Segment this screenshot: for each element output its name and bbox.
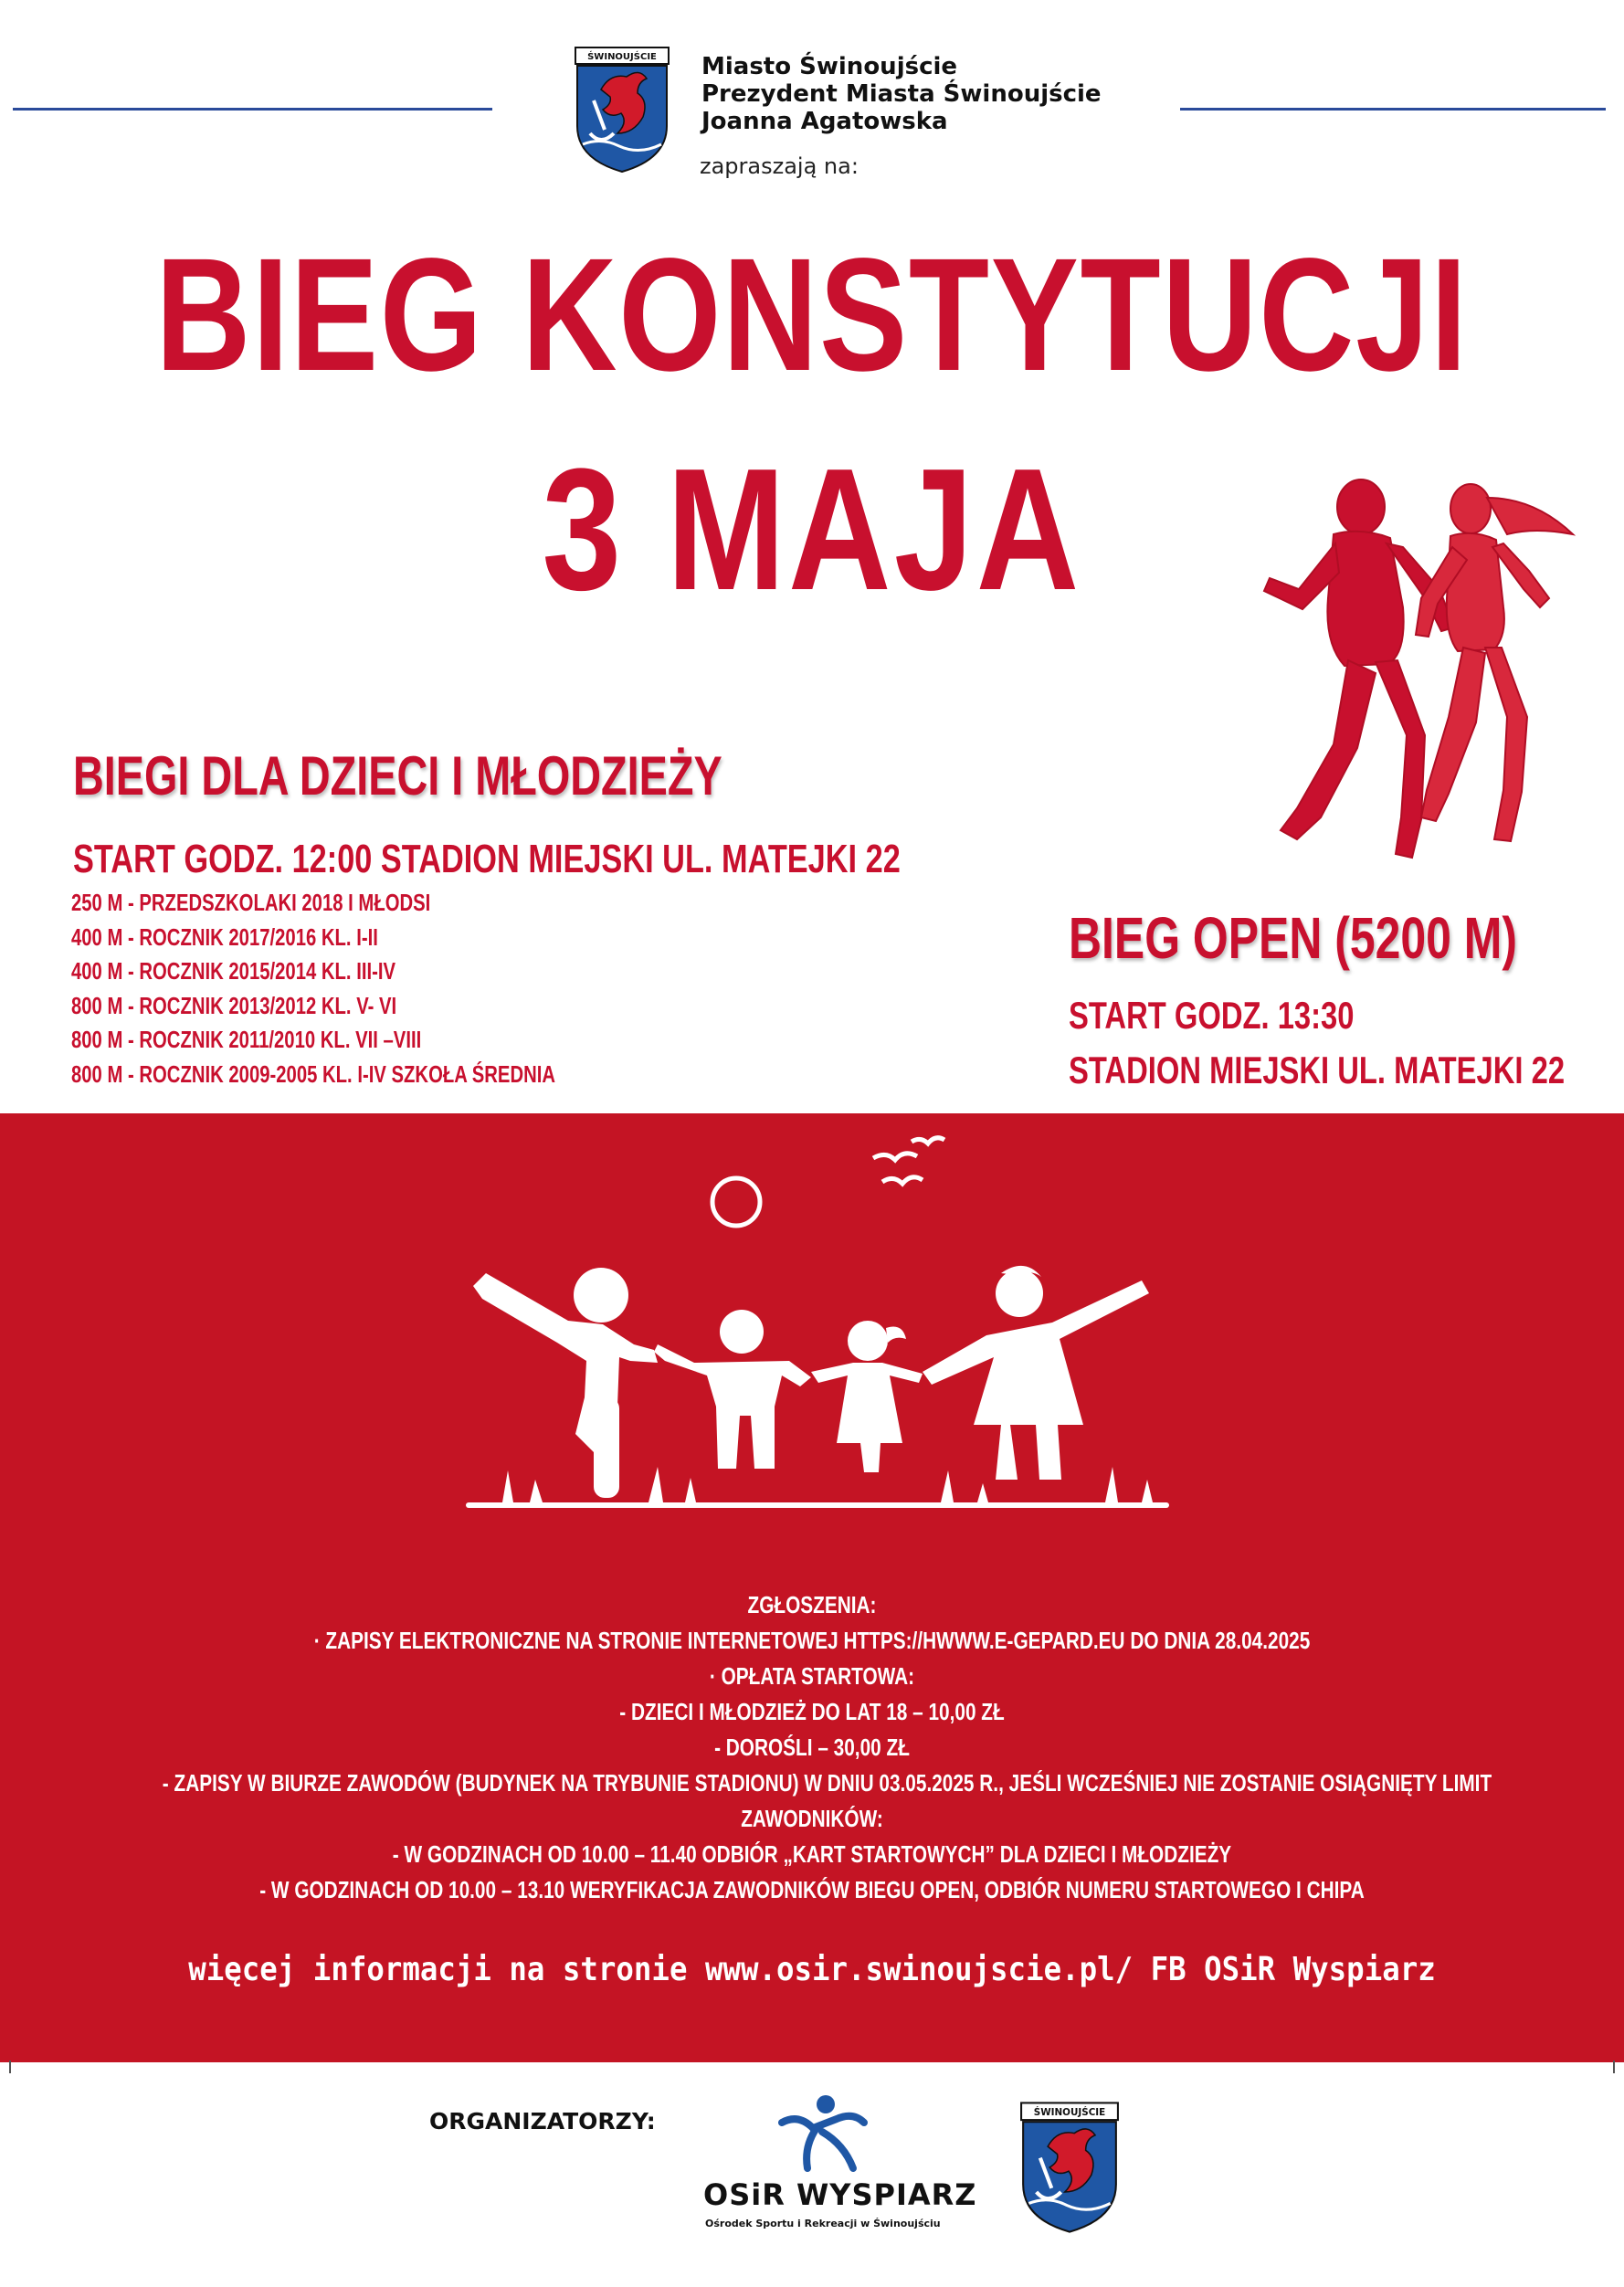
info-line: - DZIECI I MŁODZIEŻ DO LAT 18 – 10,00 ZŁ [619, 1698, 1005, 1725]
header-president: Prezydent Miasta Świnoujście [701, 80, 1102, 108]
info-line: - ZAPISY W BIURZE ZAWODÓW (BUDYNEK NA TRYBUNIE STADIONU) W DNIU 03.05.2025 R., JEŚLI WCZEŚNIEJ NIE ZOSTANIE OSIĄGNIĘTY LIMIT [162, 1769, 1492, 1797]
osir-runner-logo-icon [776, 2092, 868, 2174]
header-rule-left [13, 108, 492, 111]
event-title-line1: BIEG KONSTYTUCJI [155, 226, 1469, 405]
info-line: ZAWODNIKÓW: [741, 1805, 883, 1832]
event-title-line2: 3 MAJA [542, 433, 1082, 627]
kids-start: START GODZ. 12:00 STADION MIEJSKI UL. MATEJKI 22 [73, 837, 901, 881]
header-city: Miasto Świnoujście [701, 53, 958, 80]
swinoujscie-crest-icon [574, 46, 670, 174]
distance-item: 800 M - ROCZNIK 2011/2010 KL. VII –VIII [71, 1026, 422, 1053]
header-name: Joanna Agatowska [701, 108, 948, 135]
crop-mark-left [9, 2060, 11, 2073]
kids-heading: BIEGI DLA DZIECI I MŁODZIEŻY [73, 745, 722, 806]
kids-distance-list [71, 886, 692, 1091]
distance-item: 400 M - ROCZNIK 2017/2016 KL. I-II [71, 922, 378, 951]
info-line: - DOROŚLI – 30,00 ZŁ [714, 1734, 910, 1761]
info-line: · ZAPISY ELEKTRONICZNE NA STRONIE INTERNETOWEJ HTTPS://HWWW.E-GEPARD.EU DO DNIA 28.04.2025 [313, 1627, 1311, 1654]
header-organizer-text [701, 53, 1102, 135]
info-line: - W GODZINACH OD 10.00 – 13.10 WERYFIKACJA ZAWODNIKÓW BIEGU OPEN, ODBIÓR NUMERU STARTOWEGO I CHIPA [259, 1876, 1365, 1903]
registration-info [0, 1587, 1624, 1908]
swinoujscie-crest-footer-icon [1019, 2101, 1120, 2234]
info-line: ZGŁOSZENIA: [747, 1591, 877, 1618]
more-info-link[interactable]: więcej informacji na stronie www.osir.swinoujscie.pl/ FB OSiR Wyspiarz [188, 1951, 1436, 1988]
header-rule-right [1180, 108, 1606, 111]
runners-illustration [1233, 470, 1580, 872]
open-run-start: START GODZ. 13:30 [1069, 994, 1355, 1037]
info-line: · OPŁATA STARTOWA: [709, 1662, 915, 1690]
header-invite: zapraszają na: [700, 153, 859, 179]
distance-item: 400 M - ROCZNIK 2015/2014 KL. III-IV [71, 957, 396, 985]
family-running-icon [466, 1133, 1169, 1562]
osir-full-name: Ośrodek Sportu i Rekreacji w Świnoujściu [705, 2218, 941, 2229]
open-run-place: STADION MIEJSKI UL. MATEJKI 22 [1069, 1049, 1566, 1091]
osir-name: OSiR WYSPIARZ [703, 2177, 977, 2212]
crest-footer-label: ŚWINOUJŚCIE [1033, 2106, 1106, 2118]
open-run-heading: BIEG OPEN (5200 M) [1069, 905, 1518, 971]
distance-item: 800 M - ROCZNIK 2013/2012 KL. V- VI [71, 991, 397, 1019]
distance-item: 250 M - PRZEDSZKOLAKI 2018 I MŁODSI [71, 889, 431, 916]
distance-item: 800 M - ROCZNIK 2009-2005 KL. I-IV SZKOŁA ŚREDNIA [71, 1059, 556, 1088]
info-line: - W GODZINACH OD 10.00 – 11.40 ODBIÓR „KART STARTOWYCH” DLA DZIECI I MŁODZIEŻY [392, 1840, 1232, 1868]
crest-label: ŚWINOUJŚCIE [587, 52, 657, 62]
crop-mark-right [1613, 2060, 1615, 2073]
organizers-label: ORGANIZATORZY: [429, 2108, 656, 2134]
